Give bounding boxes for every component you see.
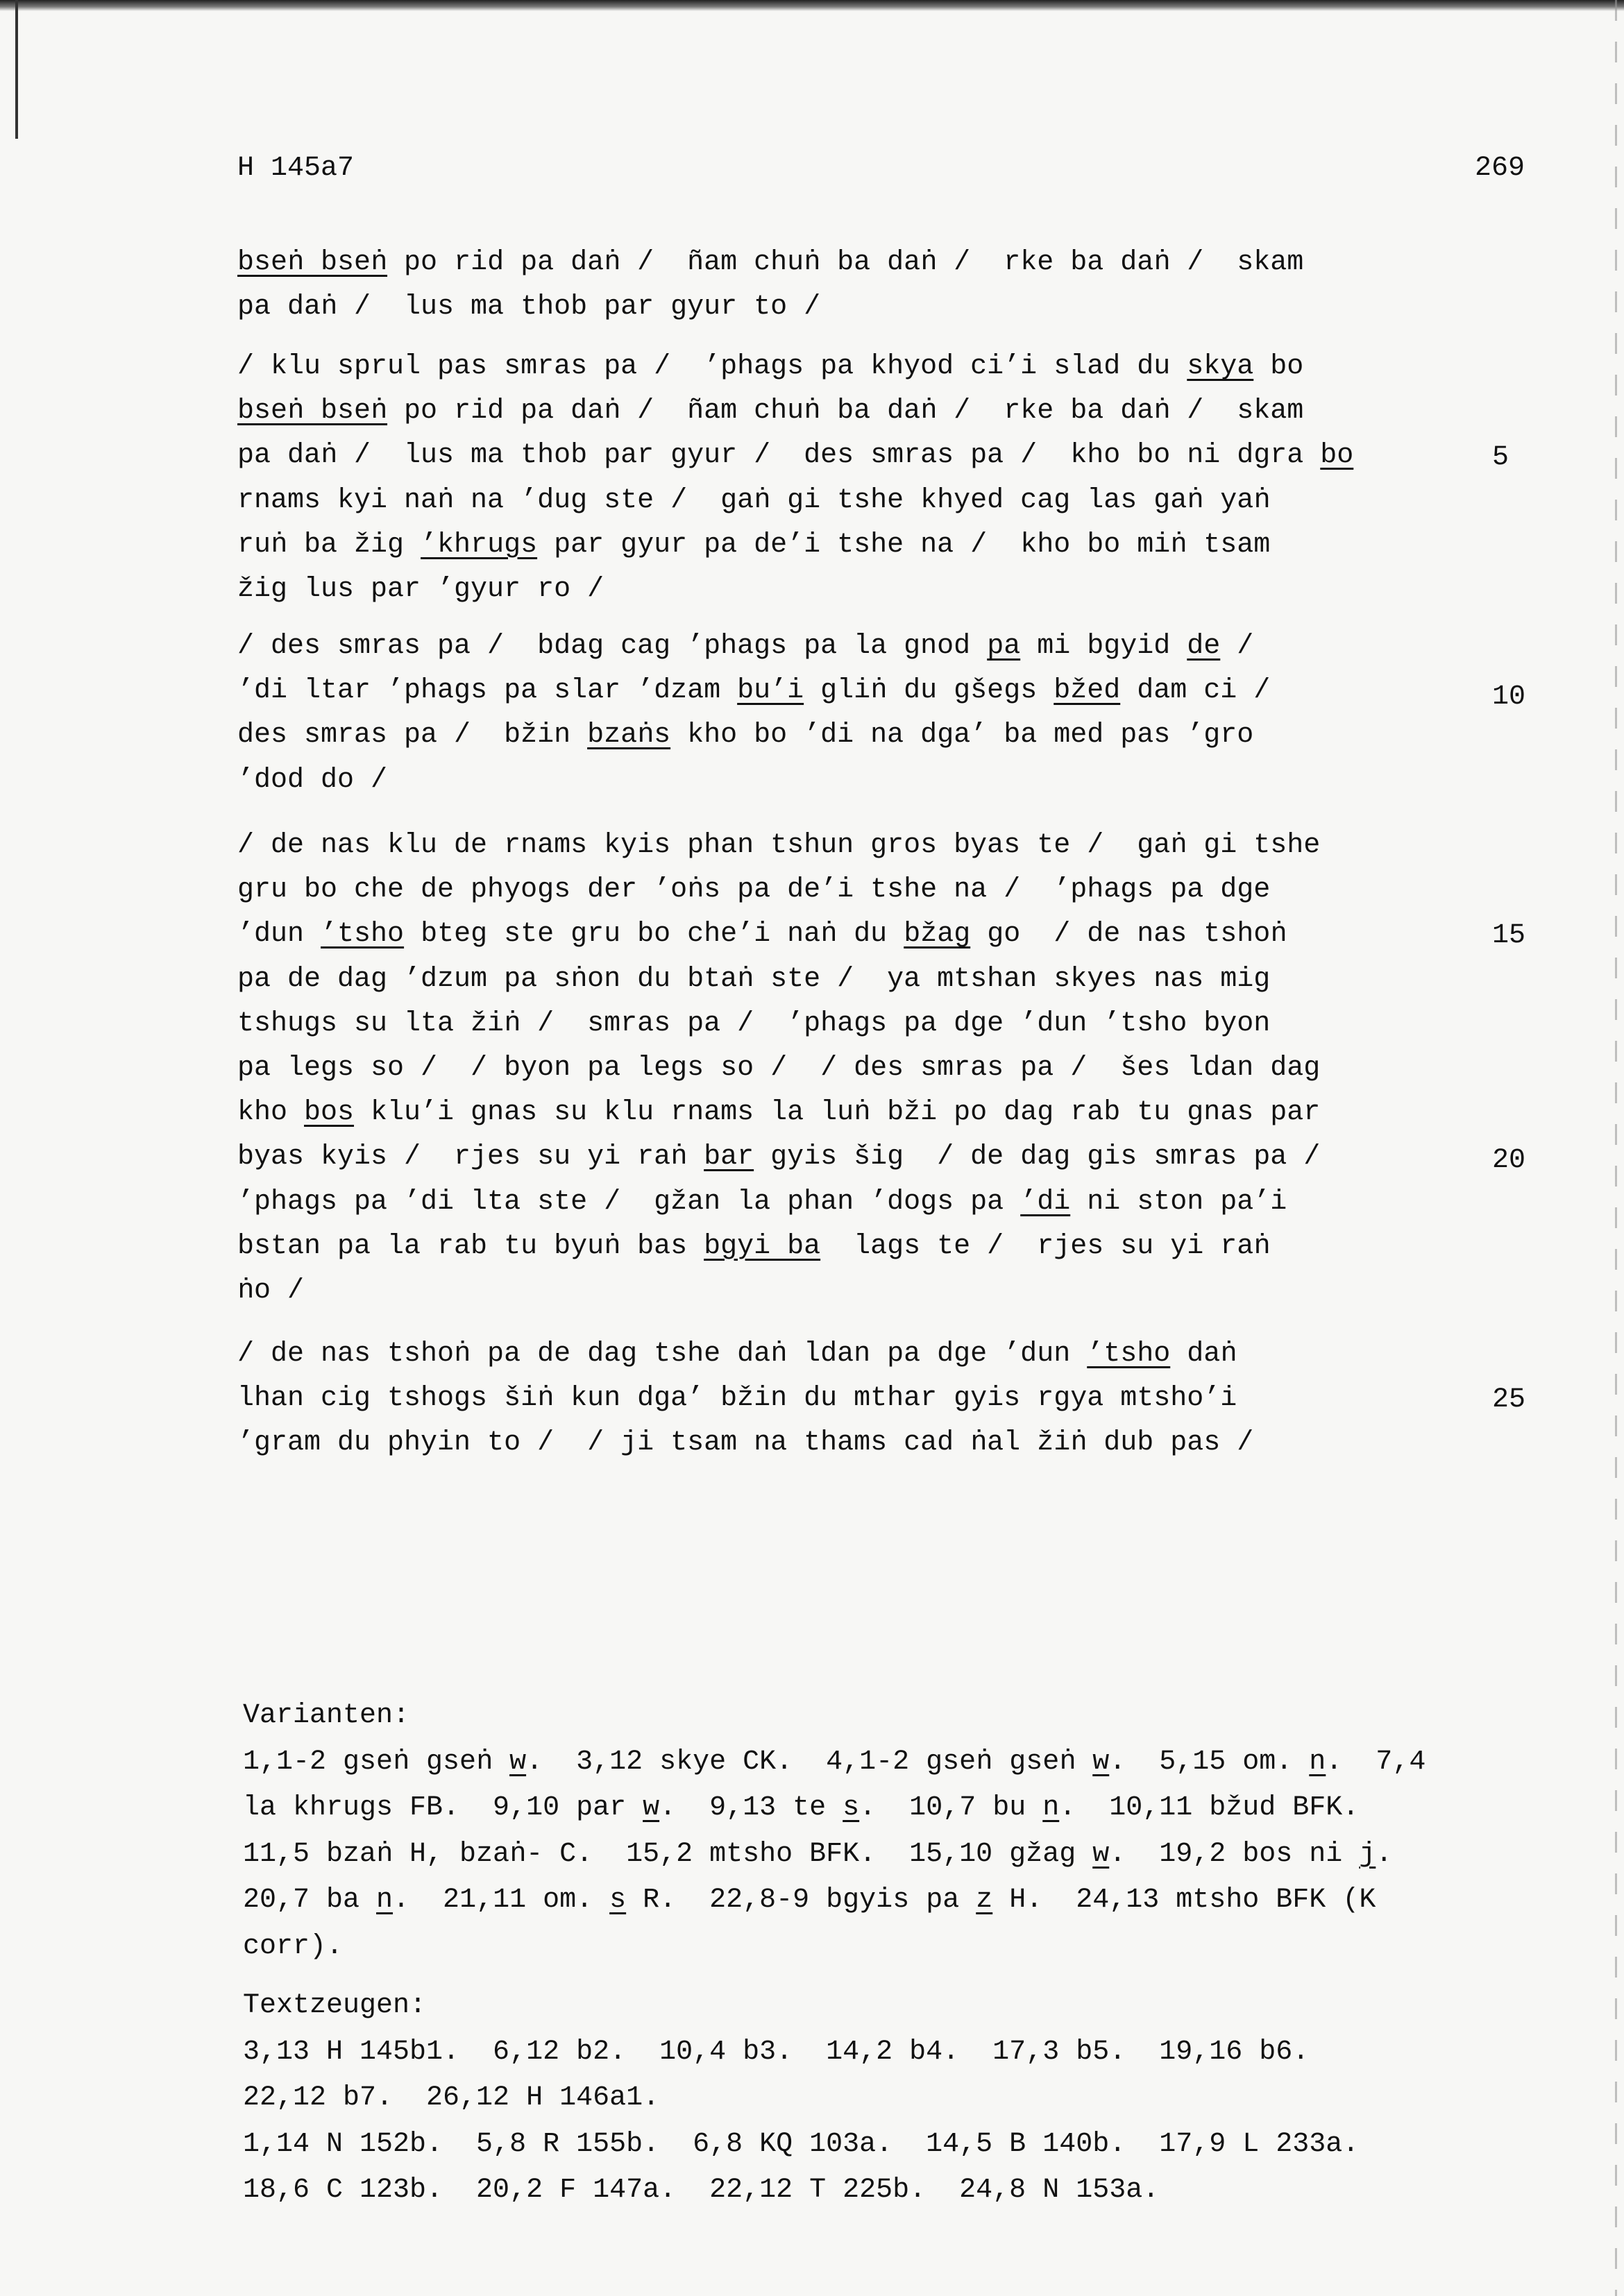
text-span: . 3,12 skye CK. 4,1-2 gseṅ gseṅ — [526, 1746, 1093, 1778]
underlined-word: de — [1187, 631, 1221, 662]
text-line — [237, 912, 1500, 957]
text-span: gru bo che de phyogs der ’oṅs pa de’i tshe na / ’phags pa dge — [237, 874, 1271, 906]
text-span: ’di ltar ’phags pa slar ’dzam — [237, 675, 738, 707]
text-span: lhan cig tshogs šiṅ kun dga’ bžin du mthar gyis rgya mtsho’i — [237, 1383, 1237, 1415]
text-line — [243, 2122, 1562, 2168]
text-line — [237, 1046, 1500, 1091]
text-line — [237, 1002, 1500, 1046]
text-span: gyis šig / de dag gis smras pa / — [754, 1141, 1321, 1173]
text-span: rnams kyi naṅ na ’dug ste / gaṅ gi tshe khyed cag las gaṅ yaṅ — [237, 484, 1271, 516]
text-line — [243, 2168, 1562, 2214]
text-line — [237, 1091, 1500, 1135]
underlined-word: bo — [1320, 440, 1354, 472]
text-line — [237, 434, 1500, 478]
underlined-word: bos — [304, 1097, 355, 1129]
underlined-word: bzaṅs — [587, 720, 671, 751]
text-span: 18,6 C 123b. 20,2 F 147a. 22,12 T 225b. 24,8 N 153a. — [243, 2175, 1160, 2206]
underlined-word: bgyi ba — [704, 1230, 821, 1262]
text-line — [237, 1332, 1500, 1377]
text-line — [237, 1225, 1500, 1269]
text-line — [243, 1832, 1562, 1878]
text-span: kho bo ’di na dga’ ba med pas ’gro — [670, 720, 1254, 751]
textzeugen-lines — [243, 2030, 1562, 2214]
text-span: pa daṅ / lus ma thob par gyur to / — [237, 291, 821, 323]
text-span: H. 24,13 mtsho BFK (K — [992, 1885, 1376, 1916]
underlined-word: n — [1309, 1746, 1326, 1778]
text-line — [237, 1377, 1500, 1421]
text-span: go / de nas tshoṅ — [970, 919, 1287, 951]
text-line — [243, 1740, 1562, 1786]
text-line — [237, 1269, 1500, 1313]
text-line — [237, 285, 1500, 330]
text-span: . 21,11 om. — [393, 1885, 610, 1916]
line-number: 5 — [1492, 442, 1509, 473]
text-span: ’dod do / — [237, 764, 388, 796]
text-span: žig lus par ’gyur ro / — [237, 573, 604, 605]
underlined-word: z — [976, 1885, 993, 1916]
text-span: R. 22,8-9 bgyis pa — [626, 1885, 976, 1916]
text-span: pa legs so / / byon pa legs so / / des smras pa / šes ldan dag — [237, 1052, 1321, 1084]
text-span: bteg ste gru bo che’i naṅ du — [404, 919, 904, 951]
varianten-heading: Varianten: — [243, 1700, 410, 1731]
text-line — [237, 669, 1500, 713]
text-span: bstan pa la rab tu byuṅ bas — [237, 1230, 704, 1262]
text-span: ’phags pa ’di lta ste / gžan la phan ’dogs pa — [237, 1186, 1021, 1218]
line-number: 20 — [1492, 1145, 1526, 1176]
text-span: des smras pa / bžin — [237, 720, 588, 751]
text-span: kho — [237, 1097, 305, 1129]
text-span: / — [1220, 631, 1254, 662]
text-span: . 7,4 — [1326, 1746, 1426, 1778]
underlined-word: n — [1042, 1792, 1060, 1823]
text-paragraph-3 — [237, 624, 1500, 803]
text-paragraph-5 — [237, 1332, 1500, 1466]
text-paragraph-2 — [237, 345, 1500, 612]
apparatus-varianten — [243, 1693, 1562, 1970]
text-span: 22,12 b7. 26,12 H 146a1. — [243, 2082, 660, 2114]
underlined-word: ’di — [1020, 1186, 1071, 1218]
text-line — [243, 1785, 1562, 1832]
textzeugen-heading: Textzeugen: — [243, 1990, 427, 2021]
line-number: 10 — [1492, 681, 1526, 713]
underlined-word: s — [609, 1885, 627, 1916]
text-span: mi bgyid — [1020, 631, 1187, 662]
text-line — [237, 758, 1500, 803]
text-span: po rid pa daṅ / ñam chuṅ ba daṅ / rke ba daṅ / skam — [387, 396, 1304, 427]
text-line — [237, 345, 1500, 389]
text-span: 3,13 H 145b1. 6,12 b2. 10,4 b3. 14,2 b4. 17,3 b5. 19,16 b6. — [243, 2036, 1310, 2068]
text-line — [237, 624, 1500, 669]
text-span: bo — [1253, 351, 1304, 382]
underlined-word: n — [376, 1885, 394, 1916]
underlined-word: ’khrugs — [421, 529, 538, 561]
underlined-word: w — [643, 1792, 660, 1823]
text-span: klu’i gnas su klu rnams la luṅ bži po dag rab tu gnas par — [354, 1097, 1321, 1129]
line-number: 15 — [1492, 920, 1526, 951]
text-line — [243, 2030, 1562, 2076]
text-span: . — [1376, 1838, 1393, 1870]
underlined-word: bseṅ bseṅ — [237, 396, 388, 427]
underlined-word: s — [843, 1792, 860, 1823]
text-line — [237, 389, 1500, 434]
scan-top-edge — [0, 0, 1624, 11]
text-paragraph-4 — [237, 824, 1500, 1313]
text-span: / de nas tshoṅ pa de dag tshe daṅ ldan pa dge ’dun — [237, 1338, 1088, 1370]
underlined-word: bu’i — [737, 675, 804, 707]
text-span: 1,14 N 152b. 5,8 R 155b. 6,8 KQ 103a. 14,5 B 140b. 17,9 L 233a. — [243, 2128, 1360, 2160]
text-line — [237, 1421, 1500, 1465]
text-line — [237, 568, 1500, 612]
scan-left-edge — [15, 0, 18, 139]
text-span: / de nas klu de rnams kyis phan tshun gros byas te / gaṅ gi tshe — [237, 830, 1321, 861]
text-span: dam ci / — [1120, 675, 1271, 707]
text-span: . 19,2 bos ni — [1109, 1838, 1360, 1870]
underlined-word: w — [509, 1746, 527, 1778]
text-span: pa de dag ’dzum pa sṅon du btaṅ ste / ya mtshan skyes nas mig — [237, 963, 1271, 995]
text-span: ruṅ ba žig — [237, 529, 421, 561]
text-line — [243, 1924, 1562, 1971]
text-span: / des smras pa / bdag cag ’phags pa la gnod — [237, 631, 988, 662]
text-span: / klu sprul pas smras pa / ’phags pa khyod ci’i slad du — [237, 351, 1187, 382]
underlined-word: bseṅ bseṅ — [237, 247, 388, 278]
text-span: . 10,11 bžud BFK. — [1059, 1792, 1360, 1823]
underlined-word: ’tsho — [321, 919, 405, 951]
text-line — [243, 2075, 1562, 2122]
page-number: 269 — [1475, 153, 1525, 184]
text-span: . 5,15 om. — [1109, 1746, 1310, 1778]
underlined-word: w — [1092, 1838, 1110, 1870]
text-span: 11,5 bzaṅ H, bzaṅ- C. 15,2 mtsho BFK. 15,10 gžag — [243, 1838, 1093, 1870]
apparatus-textzeugen — [243, 1983, 1562, 2214]
text-span: byas kyis / rjes su yi raṅ — [237, 1141, 704, 1173]
text-span: par gyur pa de’i tshe na / kho bo miṅ tsam — [537, 529, 1271, 561]
text-span: 20,7 ba — [243, 1885, 377, 1916]
scan-right-edge — [1615, 0, 1617, 2296]
text-span: . 10,7 bu — [859, 1792, 1043, 1823]
text-line — [243, 1878, 1562, 1924]
underlined-word: skya — [1187, 351, 1254, 382]
text-line — [237, 713, 1500, 758]
text-line — [237, 958, 1500, 1002]
text-paragraph-1 — [237, 241, 1500, 330]
text-line — [237, 868, 1500, 912]
underlined-word: w — [1092, 1746, 1110, 1778]
text-span: ’gram du phyin to / / ji tsam na thams cad ṅal žiṅ dub pas / — [237, 1427, 1254, 1459]
underlined-word: j — [1359, 1838, 1376, 1870]
underlined-word: bar — [704, 1141, 754, 1173]
text-span: corr). — [243, 1930, 344, 1962]
underlined-word: bžed — [1054, 675, 1121, 707]
text-line — [237, 824, 1500, 868]
text-span: 1,1-2 gseṅ gseṅ — [243, 1746, 510, 1778]
line-number: 25 — [1492, 1384, 1526, 1415]
page-siglum: H 145a7 — [237, 153, 355, 184]
text-span: la khrugs FB. 9,10 par — [243, 1792, 643, 1823]
text-span: ’dun — [237, 919, 321, 951]
text-line — [237, 241, 1500, 285]
text-span: po rid pa daṅ / ñam chuṅ ba daṅ / rke ba daṅ / skam — [387, 247, 1304, 278]
text-line — [237, 479, 1500, 523]
text-span: tshugs su lta žiṅ / smras pa / ’phags pa dge ’dun ’tsho byon — [237, 1007, 1271, 1039]
varianten-lines — [243, 1740, 1562, 1971]
text-line — [237, 1180, 1500, 1225]
text-span: ni ston pa’i — [1070, 1186, 1287, 1218]
text-span: gliṅ du gšegs — [804, 675, 1054, 707]
text-span: ṅo / — [237, 1275, 305, 1307]
underlined-word: bžag — [904, 919, 971, 951]
text-span: . 9,13 te — [659, 1792, 843, 1823]
text-line — [237, 523, 1500, 568]
text-span: pa daṅ / lus ma thob par gyur / des smras pa / kho bo ni dgra — [237, 440, 1321, 472]
text-span: daṅ — [1170, 1338, 1237, 1370]
underlined-word: pa — [987, 631, 1021, 662]
text-line — [237, 1135, 1500, 1180]
underlined-word: ’tsho — [1087, 1338, 1171, 1370]
text-span: lags te / rjes su yi raṅ — [820, 1230, 1271, 1262]
